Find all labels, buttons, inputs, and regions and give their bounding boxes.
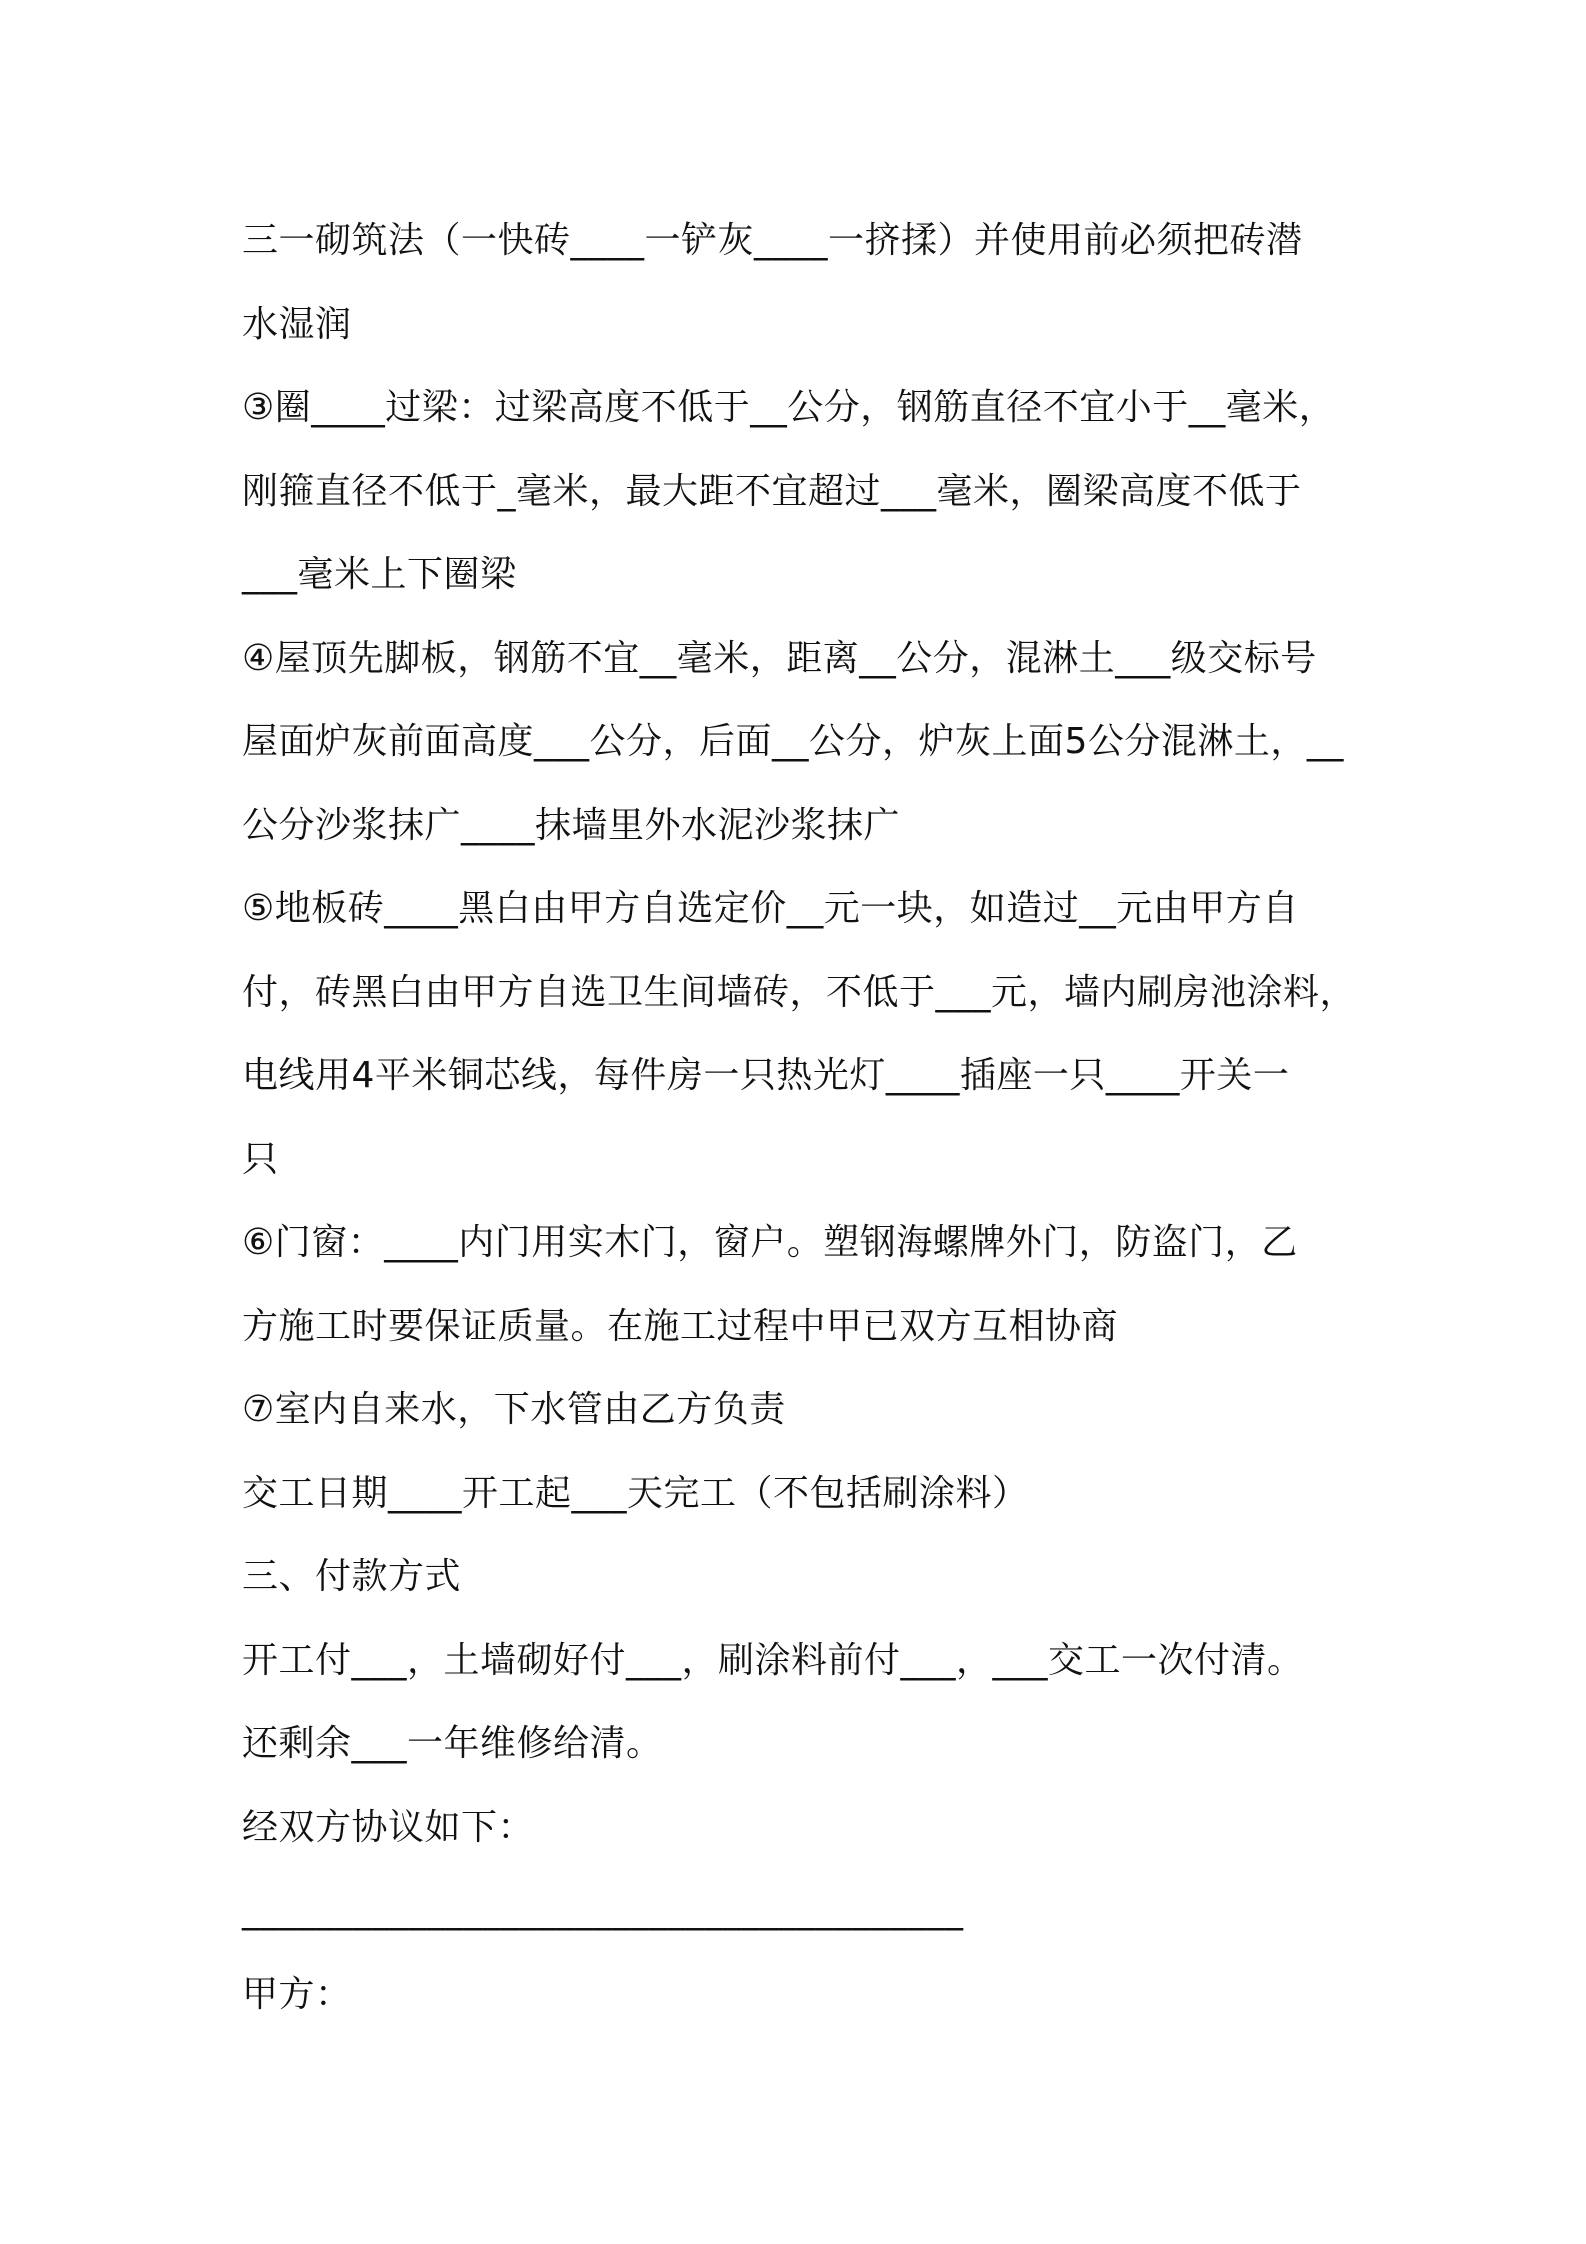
text-line: 方施工时要保证质量。在施工过程中甲已双方互相协商	[242, 1305, 1119, 1347]
text-line: 还剩余___一年维修给清。	[242, 1723, 663, 1764]
text-line: 水湿润	[242, 303, 352, 345]
signature-blank-line: _______________________________________	[242, 1890, 964, 1931]
text-line: 三一砌筑法（一快砖____一铲灰____一挤揉）并使用前必须把砖潜	[242, 220, 1303, 261]
text-line: ___毫米上下圈梁	[242, 554, 517, 595]
document-body	[242, 199, 1362, 2036]
text-line: 付，砖黑白由甲方自选卫生间墙砖，不低于___元，墙内刷房池涂料，	[242, 971, 1357, 1013]
text-line: ③圈____过梁：过梁高度不低于__公分，钢筋直径不宜小于__毫米，	[242, 387, 1336, 428]
text-line: 经双方协议如下：	[242, 1806, 535, 1848]
text-line: 只	[242, 1138, 279, 1180]
text-line: 交工日期____开工起___天完工（不包括刷涂料）	[242, 1472, 1029, 1514]
text-line: 电线用4平米铜芯线，每件房一只热光灯____插座一只____开关一	[242, 1055, 1290, 1096]
text-line: ④屋顶先脚板，钢筋不宜__毫米，距离__公分，混淋土___级交标号	[242, 637, 1317, 679]
text-line: 开工付___，土墙砌好付___，刷涂料前付___，___交工一次付清。	[242, 1639, 1304, 1681]
text-line: 屋面炉灰前面高度___公分，后面__公分，炉灰上面5公分混淋土，__	[242, 721, 1344, 762]
party-a-label: 甲方：	[242, 1973, 352, 2015]
text-line: ⑥门窗：____内门用实木门，窗户。塑钢海螺牌外门，防盗门，乙	[242, 1222, 1298, 1263]
text-line: 刚箍直径不低于_毫米，最大距不宜超过___毫米，圈梁高度不低于	[242, 470, 1302, 512]
text-line: ⑤地板砖____黑白由甲方自选定价__元一块，如造过__元由甲方自	[242, 888, 1299, 929]
text-line: 公分沙浆抹广____抹墙里外水泥沙浆抹广	[242, 804, 901, 846]
section-heading: 三、付款方式	[242, 1556, 462, 1597]
text-line: ⑦室内自来水，下水管由乙方负责	[242, 1389, 786, 1430]
